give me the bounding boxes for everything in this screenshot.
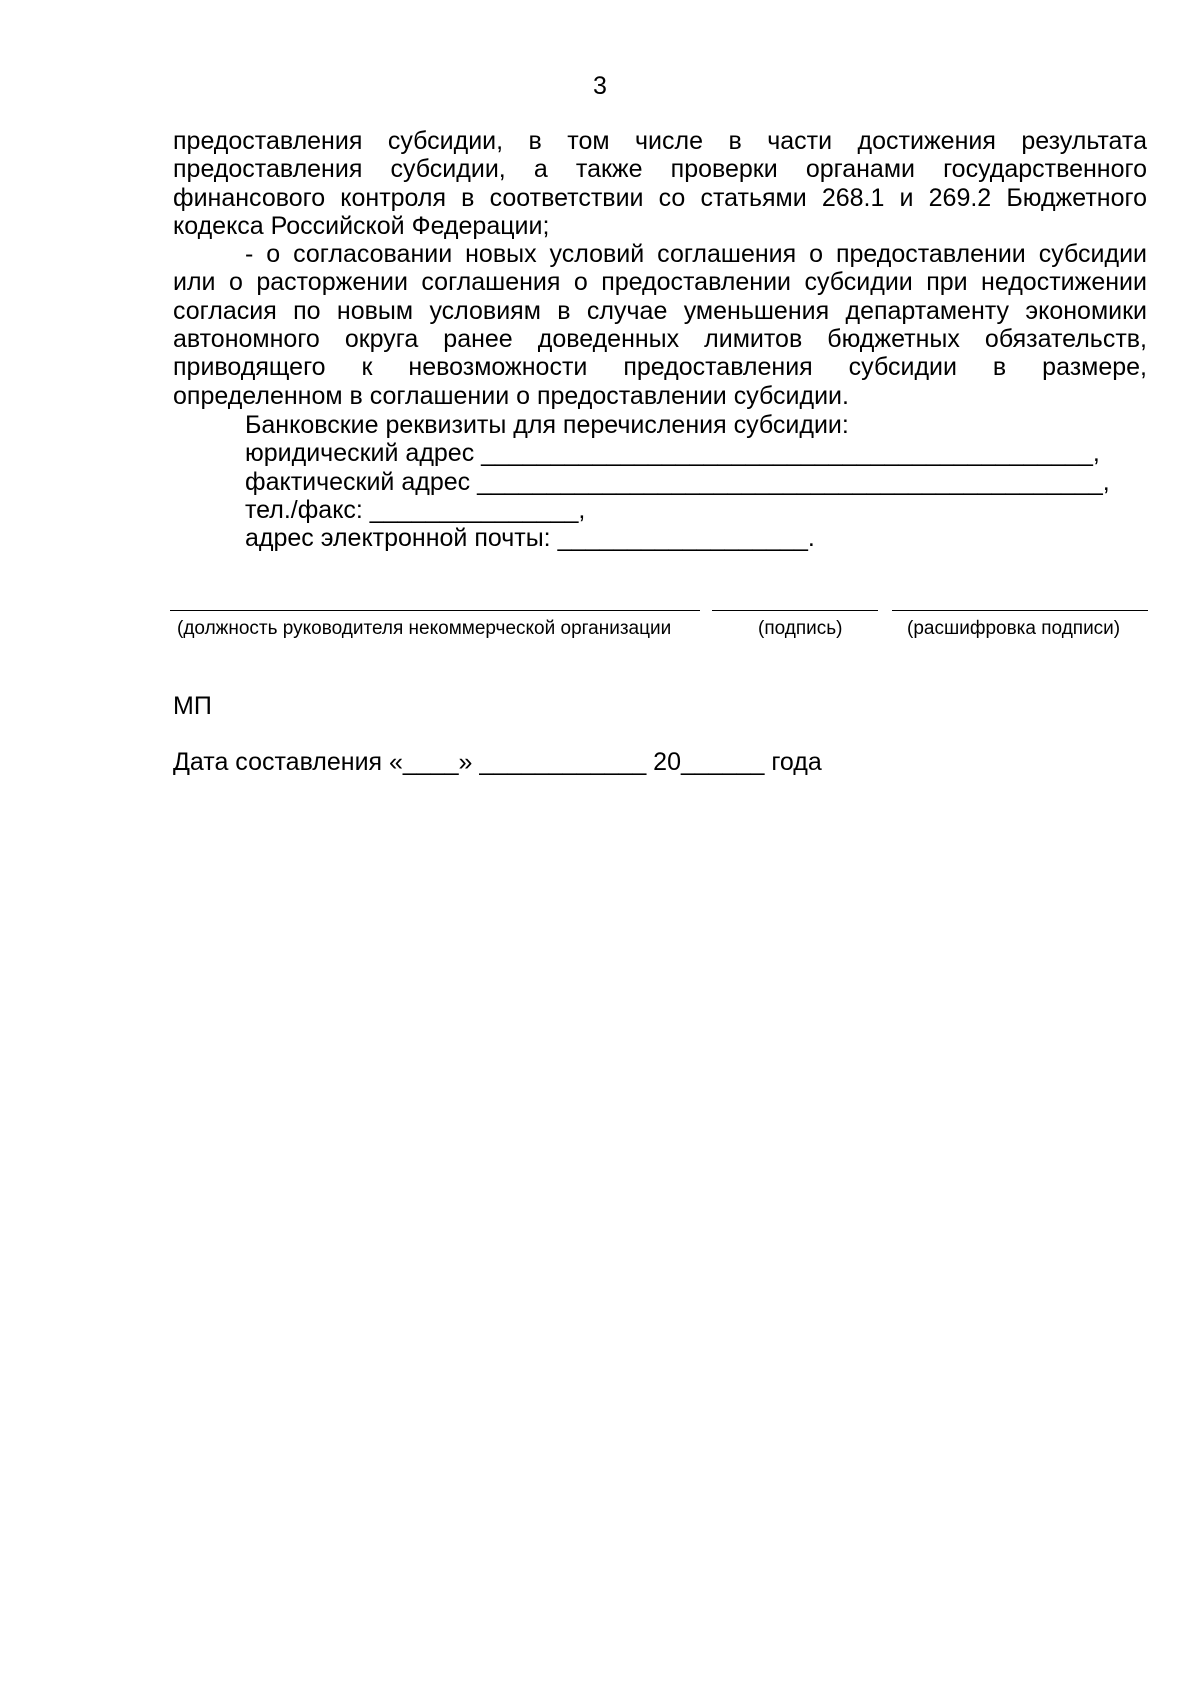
page-number: 3 — [593, 72, 607, 100]
legal-address-field: юридический адрес ____________________________________________, — [245, 439, 1100, 468]
stamp-place: МП — [173, 692, 212, 720]
requisites-heading: Банковские реквизиты для перечисления субсидии: — [245, 411, 849, 439]
position-signature-line — [170, 610, 700, 611]
paragraph-agreement-conditions: - о согласовании новых условий соглашения о предоставлении субсидии или о расторжении соглашения о предоставлении субсидии при недостижении согласия по новым условиям в случае уменьшения департаменту экономики автономного округа ранее доведенных лимитов бюджетных обязательств, приводящего к невозможности предоставления субсидии в размере, определенном в соглашении о предоставлении субсидии. — [173, 240, 1147, 410]
compilation-date: Дата составления «____» ____________ 20______ года — [173, 748, 822, 776]
bank-requisites — [245, 411, 1110, 552]
email-field: адрес электронной почты: __________________. — [245, 524, 815, 553]
decoding-signature-line — [892, 610, 1148, 611]
body-text — [173, 127, 1147, 410]
position-label: (должность руководителя некоммерческой организации — [177, 618, 672, 639]
signature-line — [712, 610, 878, 611]
decoding-label: (расшифровка подписи) — [907, 618, 1121, 639]
signature-label: (подпись) — [758, 618, 843, 639]
paragraph-continuation: предоставления субсидии, в том числе в части достижения результата предоставления субсидии, а также проверки органами государственного финансового контроля в соответствии со статьями 268.1 и 269.2 Бюджетного кодекса Российской Федерации; — [173, 127, 1147, 240]
actual-address-field: фактический адрес _____________________________________________, — [245, 467, 1110, 496]
phone-fax-field: тел./факс: _______________, — [245, 495, 586, 524]
